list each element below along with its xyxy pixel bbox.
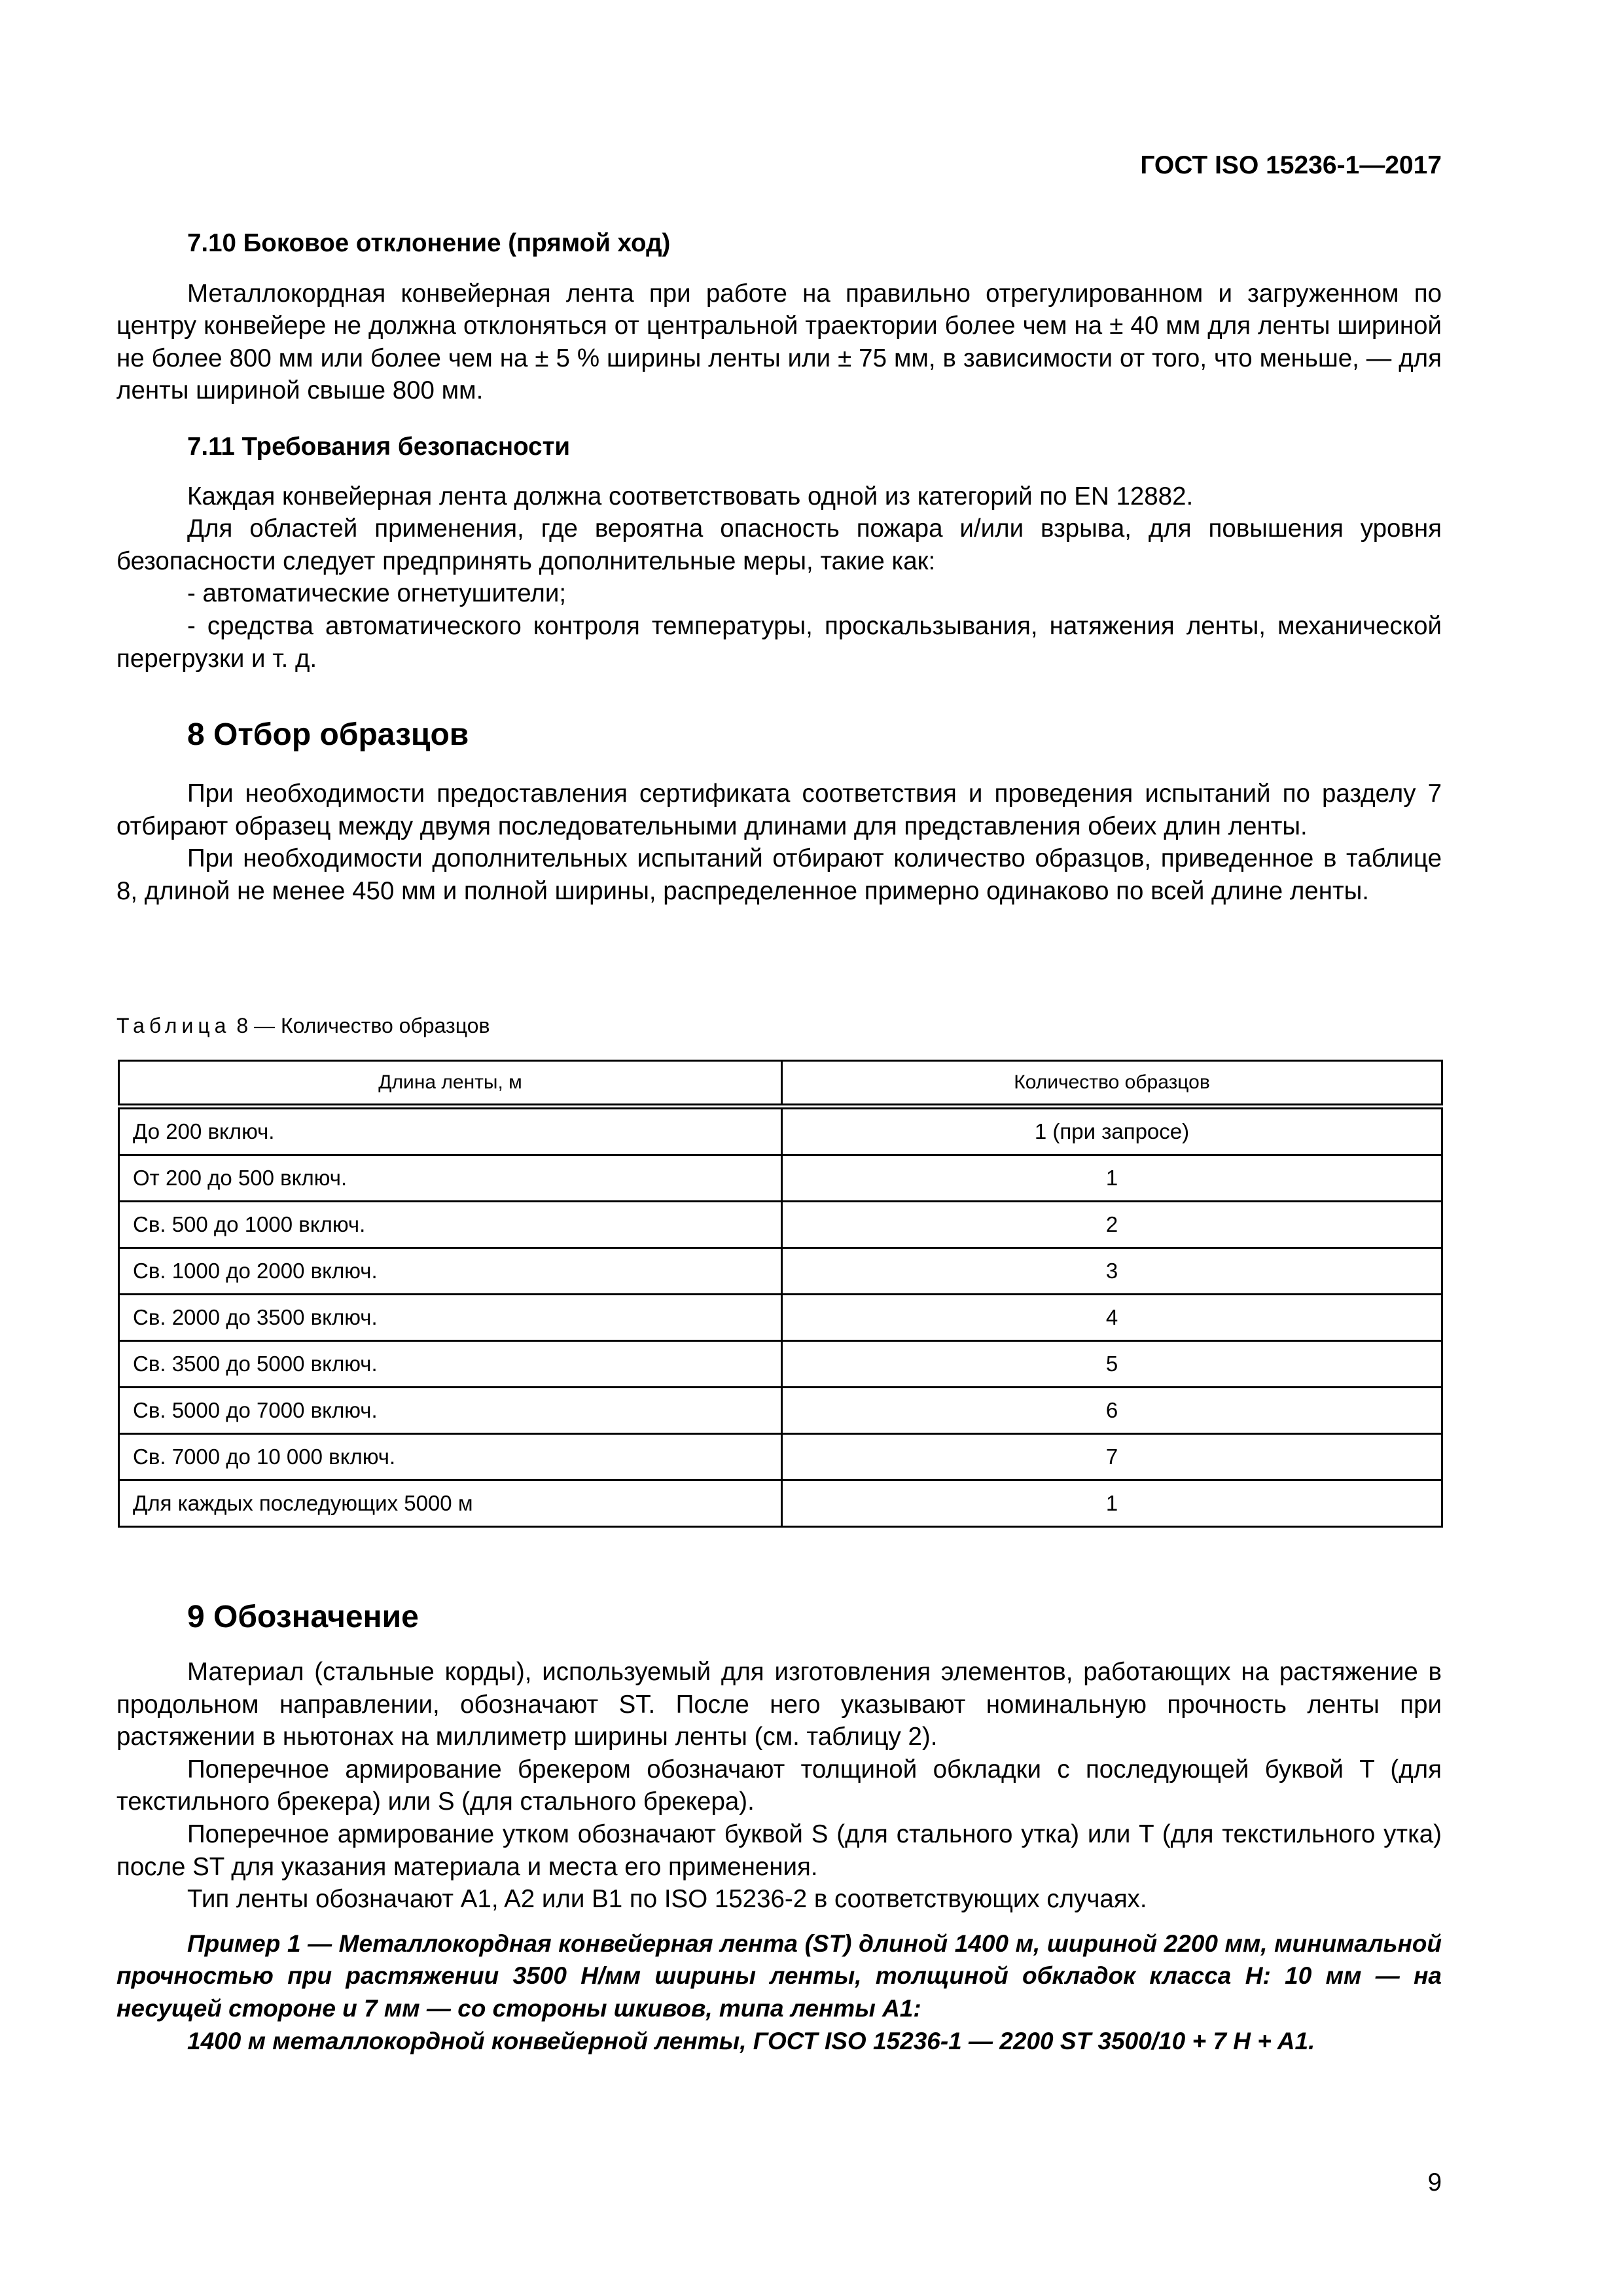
paragraph: Тип ленты обозначают A1, A2 или B1 по ISO 15236-2 в соответствующих случаях. xyxy=(187,1885,1147,1914)
length-cell: Св. 5000 до 7000 включ. xyxy=(119,1388,782,1434)
document-header: ГОСТ ISO 15236-1—2017 xyxy=(1140,151,1442,179)
length-cell: До 200 включ. xyxy=(119,1107,782,1155)
table-row xyxy=(119,1202,1442,1248)
section-8 xyxy=(116,715,1442,907)
table-row xyxy=(119,1295,1442,1341)
count-cell: 4 xyxy=(782,1295,1442,1341)
table-row xyxy=(119,1107,1442,1155)
count-cell: 1 (при запросе) xyxy=(782,1107,1442,1155)
count-cell: 5 xyxy=(782,1341,1442,1388)
column-header: Количество образцов xyxy=(782,1061,1442,1107)
count-cell: 1 xyxy=(782,1480,1442,1527)
length-cell: Св. 2000 до 3500 включ. xyxy=(119,1295,782,1341)
length-cell: Для каждых последующих 5000 м xyxy=(119,1480,782,1527)
paragraph: Каждая конвейерная лента должна соответствовать одной из категорий по EN 12882. xyxy=(187,482,1194,511)
section-heading: 8 Отбор образцов xyxy=(187,717,469,752)
paragraph: Металлокордная конвейерная лента при работе на правильно отрегулированном и загруженном по центру конвейере не должна отклоняться от центральной траектории более чем на ± 40 мм для ленты шириной не более 800 мм или более чем на ± 5 % ширины ленты или ± 75 мм, в зависимости от того, что меньше, — для ленты шириной свыше 800 мм. xyxy=(116,279,1442,405)
table-row xyxy=(119,1434,1442,1480)
table-row xyxy=(119,1480,1442,1527)
table-row xyxy=(119,1388,1442,1434)
example-text: Пример 1 — Металлокордная конвейерная лента (ST) длиной 1400 м, шириной 2200 мм, минимальной прочностью при растяжении 3500 Н/мм ширины ленты, толщиной обкладок класса H: 10 мм — на несущей стороне и 7 мм — со стороны шкивов, типа ленты A1: xyxy=(116,1929,1442,2022)
table-header-row xyxy=(119,1061,1442,1107)
table-row xyxy=(119,1341,1442,1388)
count-cell: 7 xyxy=(782,1434,1442,1480)
length-cell: От 200 до 500 включ. xyxy=(119,1155,782,1202)
length-cell: Св. 1000 до 2000 включ. xyxy=(119,1248,782,1295)
page-number: 9 xyxy=(1427,2168,1442,2197)
count-cell: 3 xyxy=(782,1248,1442,1295)
section-heading: 7.10 Боковое отклонение (прямой ход) xyxy=(187,229,671,257)
table-row xyxy=(119,1155,1442,1202)
section-heading: 7.11 Требования безопасности xyxy=(187,433,571,461)
count-cell: 1 xyxy=(782,1155,1442,1202)
samples-table xyxy=(118,1060,1443,1528)
paragraph: При необходимости дополнительных испытаний отбирают количество образцов, приведенное в таблице 8, длиной не менее 450 мм и полной ширины, распределенное примерно одинаково по всей длине ленты. xyxy=(116,844,1442,905)
table-caption xyxy=(116,1010,490,1043)
section-7-11 xyxy=(116,431,1442,675)
paragraph: Для областей применения, где вероятна опасность пожара и/или взрыва, для повышения уровня безопасности следует предпринять дополнительные меры, такие как: xyxy=(116,514,1442,575)
paragraph: Материал (стальные корды), используемый для изготовления элементов, работающих на растяжение в продольном направлении, обозначают ST. После него указывают номинальную прочность ленты при растяжении в ньютонах на миллиметр ширины ленты (см. таблицу 2). xyxy=(116,1658,1442,1751)
caption-prefix: Таблица xyxy=(116,1014,231,1037)
column-header: Длина ленты, м xyxy=(119,1061,782,1107)
table-row xyxy=(119,1248,1442,1295)
count-cell: 2 xyxy=(782,1202,1442,1248)
length-cell: Св. 3500 до 5000 включ. xyxy=(119,1341,782,1388)
section-heading: 9 Обозначение xyxy=(187,1600,419,1634)
paragraph: Поперечное армирование утком обозначают буквой S (для стального утка) или T (для текстильного утка) после ST для указания материала и места его применения. xyxy=(116,1820,1442,1881)
length-cell: Св. 7000 до 10 000 включ. xyxy=(119,1434,782,1480)
section-9 xyxy=(116,1598,1442,2057)
paragraph: Поперечное армирование брекером обозначают толщиной обкладки с последующей буквой T (для текстильного брекера) или S (для стального брекера). xyxy=(116,1755,1442,1816)
example-designation: 1400 м металлокордной конвейерной ленты, ГОСТ ISO 15236-1 — 2200 ST 3500/10 + 7 H + A1. xyxy=(187,2027,1315,2054)
caption-text: 8 — Количество образцов xyxy=(236,1014,490,1037)
list-item: - автоматические огнетушители; xyxy=(187,579,567,608)
section-7-10 xyxy=(116,227,1442,407)
count-cell: 6 xyxy=(782,1388,1442,1434)
list-item: - средства автоматического контроля температуры, проскальзывания, натяжения ленты, механической перегрузки и т. д. xyxy=(116,611,1442,673)
length-cell: Св. 500 до 1000 включ. xyxy=(119,1202,782,1248)
paragraph: При необходимости предоставления сертификата соответствия и проведения испытаний по разделу 7 отбирают образец между двумя последовательными длинами для представления обеих длин ленты. xyxy=(116,780,1442,840)
